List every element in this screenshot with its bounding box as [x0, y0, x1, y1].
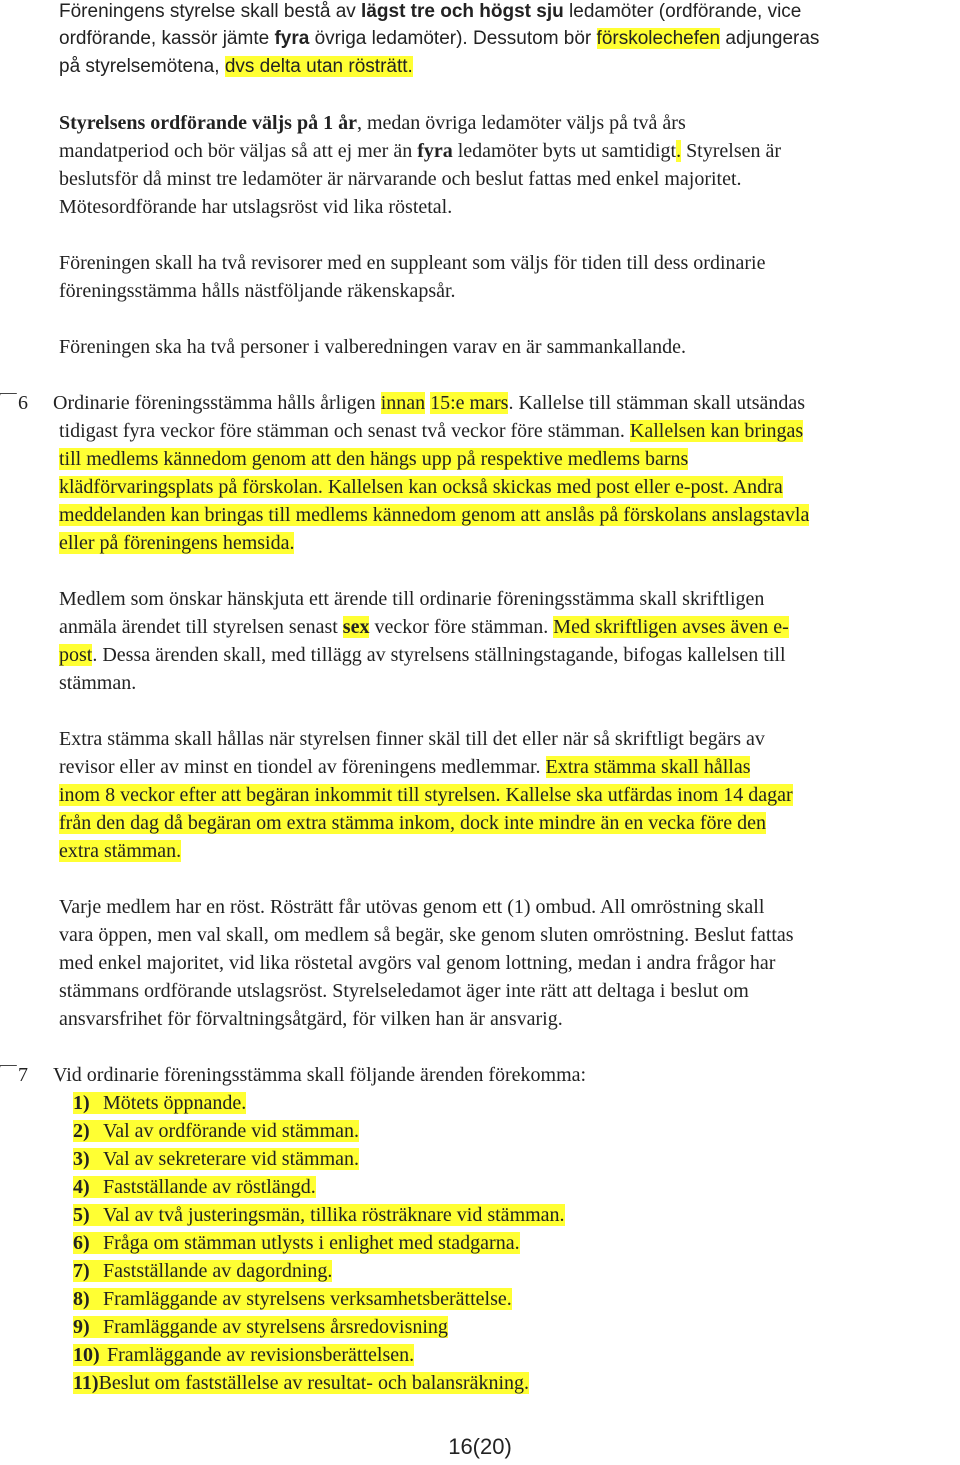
section-number-6: 6	[18, 392, 28, 414]
sec7-intro: Vid ordinarie föreningsstämma skall följande ärenden förekomma:	[53, 1064, 587, 1086]
list-item: 6) Fråga om stämman utlysts i enlighet med stadgarna.	[73, 1232, 520, 1254]
p1-line-3: på styrelsemötena, dvs delta utan rösträtt.	[59, 56, 413, 77]
p2-line-1: Styrelsens ordförande väljs på 1 år, medan övriga ledamöter väljs på två års	[59, 112, 686, 134]
sec6-line-6: eller på föreningens hemsida.	[59, 532, 295, 554]
sec6-line-5: meddelanden kan bringas till medlems kännedom genom att anslås på förskolans anslagstavla	[59, 504, 810, 526]
p7-line-3: inom 8 veckor efter att begäran inkommit till styrelsen. Kallelse ska utfärdas inom 14 dagar	[59, 784, 793, 806]
p2-line-2: mandatperiod och bör väljas så att ej mer än fyra ledamöter byts ut samtidigt. Styrelsen är	[59, 140, 782, 162]
p6-line-1: Medlem som önskar hänskjuta ett ärende till ordinarie föreningsstämma skall skriftligen	[59, 588, 765, 610]
list-item: 1) Mötets öppnande.	[73, 1092, 247, 1114]
sec6-line-3: till medlems kännedom genom att den hängs upp på respektive medlems barns	[59, 448, 689, 470]
p3-line-1: Föreningen skall ha två revisorer med en suppleant som väljs för tiden till dess ordinarie	[59, 252, 766, 274]
p1-line-1: Föreningens styrelse skall bestå av lägst tre och högst sju ledamöter (ordförande, vice	[59, 1, 802, 22]
p8-line-3: med enkel majoritet, vid lika röstetal avgörs val genom lottning, medan i andra frågor har	[59, 952, 776, 974]
section-number-7: 7	[18, 1064, 28, 1086]
list-item: 11)Beslut om fastställelse av resultat- och balansräkning.	[73, 1372, 530, 1394]
p7-line-1: Extra stämma skall hållas när styrelsen finner skäl till det eller när så skriftligt begärs av	[59, 728, 765, 750]
sec6-line-2: tidigast fyra veckor före stämman och senast två veckor före stämman. Kallelsen kan bringas	[59, 420, 804, 442]
p6-line-4: stämman.	[59, 672, 137, 694]
sec6-line-1: Ordinarie föreningsstämma hålls årligen innan 15:e mars. Kallelse till stämman skall utsändas	[53, 392, 806, 414]
p7-line-2: revisor eller av minst en tiondel av föreningens medlemmar. Extra stämma skall hållas	[59, 756, 751, 778]
p3-line-2: föreningsstämma hålls nästföljande räkenskapsår.	[59, 280, 456, 302]
list-item: 9) Framläggande av styrelsens årsredovisning	[73, 1316, 448, 1338]
p7-line-5: extra stämman.	[59, 840, 182, 862]
p8-line-5: ansvarsfrihet för förvaltningsåtgärd, för vilken han är ansvarig.	[59, 1008, 563, 1030]
p7-line-4: från den dag då begäran om extra stämma inkom, dock inte mindre än en vecka före den	[59, 812, 766, 834]
p6-line-3: post. Dessa ärenden skall, med tillägg av styrelsens ställningstagande, bifogas kallelsen till	[59, 644, 786, 666]
p4-line-1: Föreningen ska ha två personer i valberedningen varav en är sammankallande.	[59, 336, 686, 358]
p8-line-1: Varje medlem har en röst. Rösträtt får utövas genom ett (1) ombud. All omröstning skall	[59, 896, 765, 918]
sec6-line-4: klädförvaringsplats på förskolan. Kallelsen kan också skickas med post eller e-post. Andra	[59, 476, 783, 498]
list-item: 10) Framläggande av revisionsberättelsen.	[73, 1344, 415, 1366]
p1-line-2: ordförande, kassör jämte fyra övriga ledamöter). Dessutom bör förskolechefen adjungeras	[59, 28, 820, 49]
list-item: 2) Val av ordförande vid stämman.	[73, 1120, 360, 1142]
list-item: 5) Val av två justeringsmän, tillika rösträknare vid stämman.	[73, 1204, 565, 1226]
p8-line-4: stämmans ordförande utslagsröst. Styrelseledamot äger inte rätt att deltaga i beslut om	[59, 980, 749, 1002]
list-item: 4) Fastställande av röstlängd.	[73, 1176, 316, 1198]
p2-line-4: Mötesordförande har utslagsröst vid lika röstetal.	[59, 196, 453, 218]
section-mark-icon	[0, 1065, 17, 1092]
list-item: 7) Fastställande av dagordning.	[73, 1260, 333, 1282]
p2-line-3: beslutsför då minst tre ledamöter är närvarande och beslut fattas med enkel majoritet.	[59, 168, 742, 190]
p6-line-2: anmäla ärendet till styrelsen senast sex veckor före stämman. Med skriftligen avses även e-	[59, 616, 789, 638]
page-number: 16(20)	[448, 1434, 512, 1459]
section-mark-icon	[0, 393, 17, 420]
p8-line-2: vara öppen, men val skall, om medlem så begär, ske genom sluten omröstning. Beslut fattas	[59, 924, 794, 946]
list-item: 3) Val av sekreterare vid stämman.	[73, 1148, 360, 1170]
list-item: 8) Framläggande av styrelsens verksamhetsberättelse.	[73, 1288, 512, 1310]
